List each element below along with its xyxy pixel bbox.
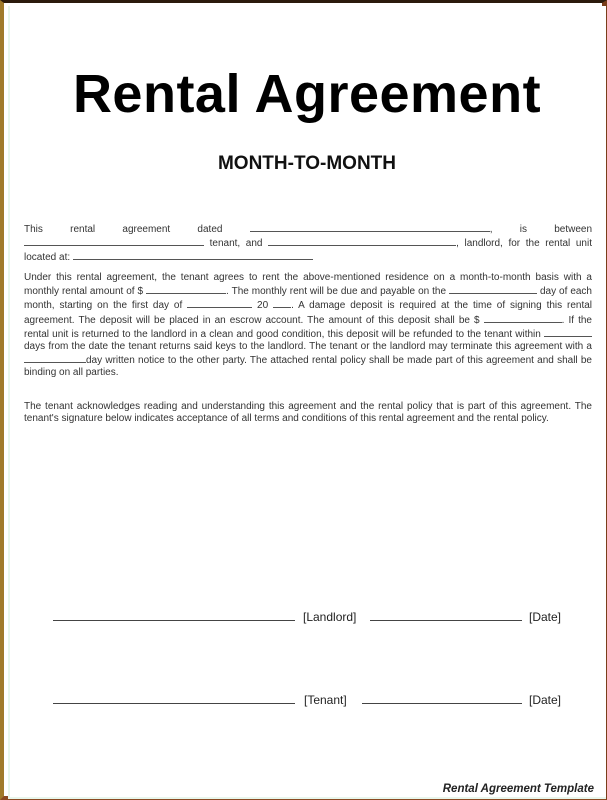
landlord-signature-row	[48, 604, 568, 624]
para1-text: tenant, and	[209, 238, 263, 250]
landlord-name-blank[interactable]	[268, 236, 456, 246]
landlord-signature-line[interactable]	[53, 620, 295, 621]
para1-text: This rental agreement dated	[24, 224, 223, 235]
template-caption: Rental Agreement Template	[442, 783, 594, 795]
para1-text: , is between	[489, 224, 593, 235]
terms-text: day written notice to the other party. The attached rental policy shall be made part of this agreement and shall be binding on all parties.	[24, 355, 592, 379]
terms-text: days from the date the tenant returns said keys to the landlord. The tenant or the landlord may terminate this agreement with a	[24, 341, 592, 353]
start-month-blank[interactable]	[187, 298, 252, 308]
terms-text: . A damage deposit is required at the time of signing this rental agreement. The deposit will be placed in an escrow account. The amount of this deposit shall be $	[24, 300, 593, 326]
start-year-blank[interactable]	[273, 298, 291, 308]
refund-days-blank[interactable]	[544, 327, 592, 337]
notice-days-blank[interactable]	[24, 353, 86, 363]
document-page	[8, 6, 606, 799]
terms-text: . If the rental unit is returned to the landlord in a clean and good condition, this deposit will be refunded to the tenant within	[24, 314, 592, 340]
terms-text: 20	[257, 300, 269, 312]
due-day-blank[interactable]	[449, 284, 537, 294]
tenant-date-line[interactable]	[362, 703, 522, 704]
landlord-date-line[interactable]	[370, 620, 522, 621]
acknowledgement-paragraph: The tenant acknowledges reading and understanding this agreement and the rental policy that is part of this agreement. The tenant's signature below indicates acceptance of all terms and conditions of this rental agreement and the rental policy.	[24, 401, 592, 425]
tenant-signature-row	[48, 687, 568, 707]
terms-text: . The monthly rent will be due and payable on the	[226, 286, 447, 298]
tenant-label: [Tenant]	[304, 693, 347, 707]
document-subtitle: MONTH-TO-MONTH	[217, 153, 396, 174]
deposit-amount-blank[interactable]	[484, 313, 562, 323]
landlord-date-label: [Date]	[529, 610, 562, 624]
tenant-date-label: [Date]	[529, 693, 562, 707]
landlord-label: [Landlord]	[303, 610, 357, 624]
para1-text: , landlord, for the rental unit located at:	[24, 238, 592, 264]
terms-text: day of each month, starting on the first day of	[24, 286, 592, 312]
tenant-name-blank[interactable]	[24, 236, 204, 246]
tenant-signature-line[interactable]	[53, 703, 295, 704]
parties-paragraph	[24, 222, 592, 265]
document-title: Rental Agreement	[72, 64, 542, 124]
date-blank[interactable]	[250, 222, 490, 232]
terms-paragraph	[24, 272, 592, 380]
rental-address-blank[interactable]	[73, 250, 313, 260]
terms-text: Under this rental agreement, the tenant agrees to rent the above-mentioned residence on a month-to-month basis with a monthly rental amount of $	[24, 272, 592, 298]
monthly-rent-blank[interactable]	[146, 284, 226, 294]
